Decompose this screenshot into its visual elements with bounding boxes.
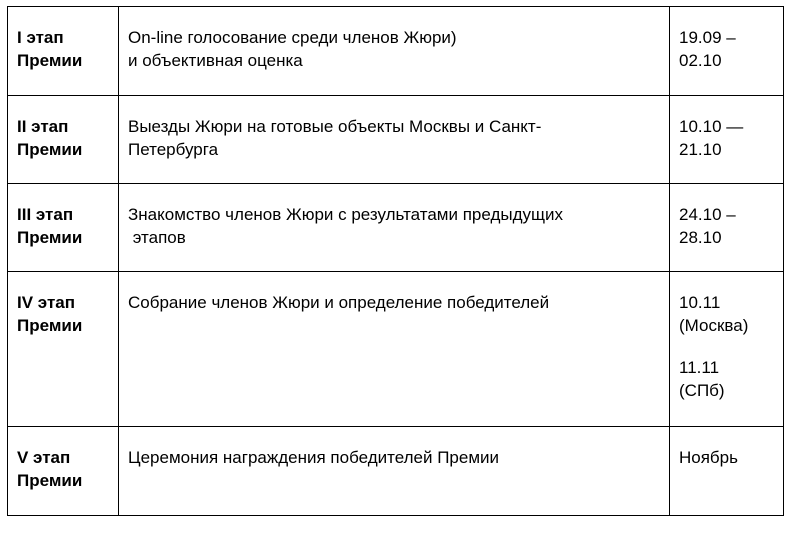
table-row — [8, 7, 784, 96]
description-line: Выезды Жюри на готовые объекты Москвы и Санкт- — [128, 117, 542, 136]
date-start: 19.09 – — [679, 28, 736, 47]
stage-label: Премии — [17, 471, 83, 490]
description-cell — [119, 272, 670, 427]
description-cell — [119, 7, 670, 96]
stage-cell — [8, 184, 119, 272]
description-cell — [119, 184, 670, 272]
stage-cell — [8, 96, 119, 184]
stage-number: II этап — [17, 117, 69, 136]
description-line: Знакомство членов Жюри с результатами предыдущих — [128, 205, 563, 224]
stage-label: Премии — [17, 228, 83, 247]
stage-label: Премии — [17, 140, 83, 159]
date-end: 21.10 — [679, 140, 722, 159]
description-cell — [119, 427, 670, 516]
date-month: Ноябрь — [679, 448, 738, 467]
date-start: 24.10 – — [679, 205, 736, 224]
date-start: 10.10 — — [679, 117, 744, 136]
date-spb: 11.11 — [679, 358, 720, 377]
description-line: и объективная оценка — [128, 51, 303, 70]
table-row — [8, 96, 784, 184]
stage-cell — [8, 272, 119, 427]
description-cell — [119, 96, 670, 184]
date-cell — [670, 272, 784, 427]
date-end: 02.10 — [679, 51, 722, 70]
date-cell — [670, 184, 784, 272]
table-row — [8, 272, 784, 427]
description-line: Церемония награждения победителей Премии — [128, 448, 499, 467]
stage-cell — [8, 427, 119, 516]
description-line: Собрание членов Жюри и определение победителей — [128, 293, 550, 312]
stage-label: Премии — [17, 316, 83, 335]
date-moscow: 10.11 — [679, 293, 721, 312]
stage-cell — [8, 7, 119, 96]
table-row — [8, 427, 784, 516]
stage-number: III этап — [17, 205, 74, 224]
stages-table — [7, 6, 784, 516]
stage-number: V этап — [17, 448, 71, 467]
stage-label: Премии — [17, 51, 83, 70]
city-moscow: (Москва) — [679, 316, 749, 335]
date-cell — [670, 7, 784, 96]
description-line: Петербурга — [128, 140, 219, 159]
city-spb: (СПб) — [679, 381, 725, 400]
stage-number: I этап — [17, 28, 64, 47]
description-line: этапов — [128, 228, 186, 247]
date-end: 28.10 — [679, 228, 722, 247]
description-line: On-line голосование среди членов Жюри) — [128, 28, 457, 47]
date-cell — [670, 427, 784, 516]
date-cell — [670, 96, 784, 184]
table-row — [8, 184, 784, 272]
stage-number: IV этап — [17, 293, 75, 312]
